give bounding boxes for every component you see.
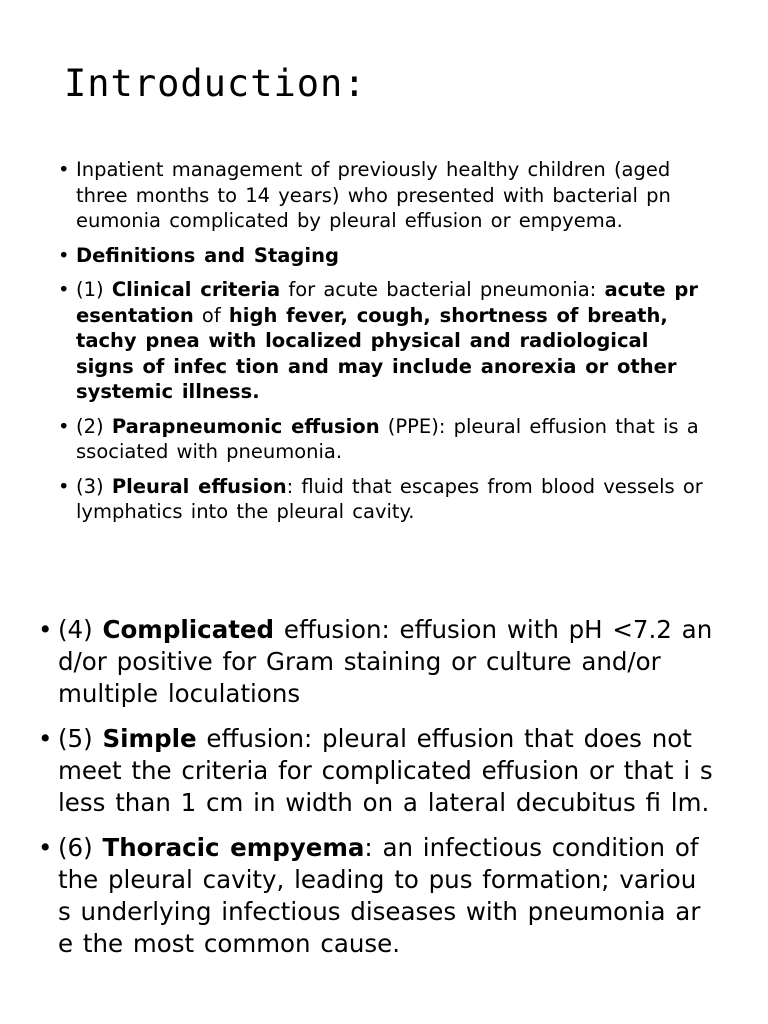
- bullet-text: : fluid that escapes from blood vessels or lymphatics into the pleural cavity.: [76, 474, 703, 523]
- list-item: [38, 723, 718, 819]
- list-item: [58, 474, 708, 525]
- bullet-text: Inpatient management of previously healthy children (aged three months to 14 years) who presented with bacterial pn eumonia complicated by pleural effusion or empyema.: [76, 158, 671, 232]
- bullet-term: Simple: [102, 724, 197, 753]
- bullet-term: Complicated: [102, 615, 275, 644]
- bullet-text: (5): [58, 724, 103, 753]
- bullet-term: Clinical criteria: [111, 278, 281, 301]
- bullet-text: effusion: effusion with pH <7.2 an d/or positive for Gram staining or culture and/or multiple loculations: [58, 615, 713, 708]
- bullet-term: acute pr esentation: [76, 278, 698, 327]
- bullet-text: effusion: pleural effusion that does not meet the criteria for complicated effusion or that i s less than 1 cm in width on a lateral decubitus fi lm.: [58, 724, 713, 817]
- bullet-text: of: [193, 303, 229, 327]
- page-title: Introduction:: [64, 62, 367, 105]
- bullet-term: Thoracic empyema: [102, 833, 365, 862]
- staging-bullet-list: [38, 614, 718, 973]
- bullet-text: for acute bacterial pneumonia:: [280, 278, 605, 301]
- list-item: [58, 157, 708, 234]
- bullet-text: (4): [58, 615, 103, 644]
- bullet-text: (3): [76, 474, 112, 498]
- bullet-text: (2): [76, 414, 112, 438]
- list-item: [58, 277, 708, 405]
- list-item: [38, 614, 718, 710]
- list-item: [38, 832, 718, 960]
- intro-bullet-list: [58, 157, 708, 534]
- bullet-text: (PPE): pleural effusion that is a ssociated with pneumonia.: [76, 414, 699, 463]
- bullet-text: (1): [76, 278, 112, 301]
- list-item: [58, 243, 708, 269]
- bullet-term: Parapneumonic effusion: [111, 414, 380, 438]
- bullet-term: high fever, cough, shortness of breath, tachy pnea with localized physical and radiological signs of infec tion and may include anorexia or other systemic illness.: [76, 303, 677, 403]
- bullet-text: (6): [58, 833, 103, 862]
- bullet-heading: Definitions and Staging: [76, 243, 339, 267]
- list-item: [58, 414, 708, 465]
- bullet-term: Pleural effusion: [111, 474, 287, 498]
- bullet-text: : an infectious condition of the pleural cavity, leading to pus formation; variou s underlying infectious diseases with pneumonia ar e the most common cause.: [58, 833, 701, 958]
